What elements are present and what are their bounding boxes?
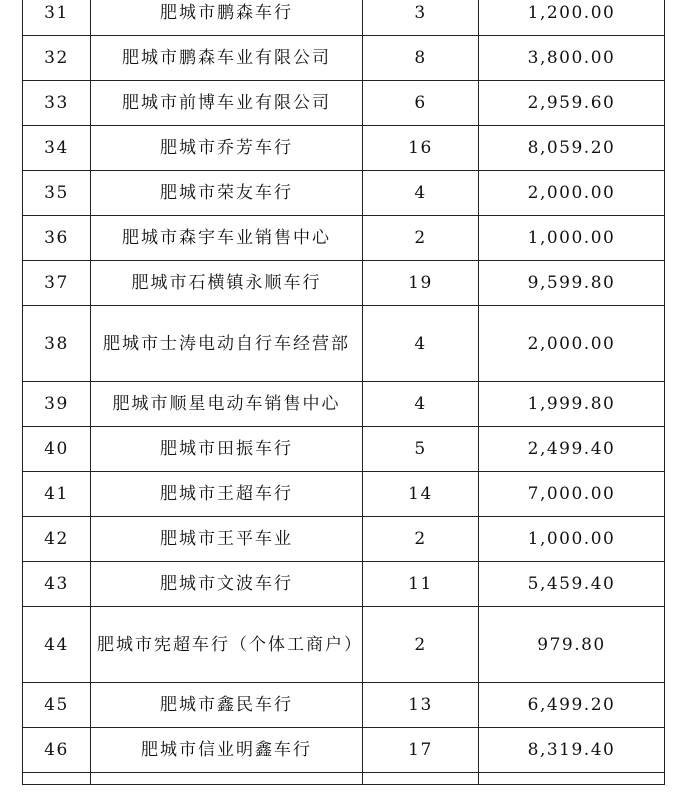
table-row <box>23 427 665 472</box>
row-index: 32 <box>23 36 91 81</box>
table-row <box>23 216 665 261</box>
row-index <box>23 773 91 785</box>
amount: 2,000.00 <box>479 171 665 216</box>
row-index: 42 <box>23 517 91 562</box>
dealer-name <box>91 773 363 785</box>
table-row <box>23 126 665 171</box>
row-index: 34 <box>23 126 91 171</box>
amount: 2,000.00 <box>479 306 665 382</box>
amount: 3,800.00 <box>479 36 665 81</box>
dealer-subsidy-table <box>22 0 665 785</box>
row-index: 43 <box>23 562 91 607</box>
amount: 7,000.00 <box>479 472 665 517</box>
quantity: 2 <box>363 216 479 261</box>
row-index: 31 <box>23 0 91 36</box>
table-row <box>23 728 665 773</box>
dealer-name: 肥城市田振车行 <box>91 427 363 472</box>
row-index: 37 <box>23 261 91 306</box>
amount: 1,200.00 <box>479 0 665 36</box>
row-index: 38 <box>23 306 91 382</box>
quantity: 17 <box>363 728 479 773</box>
dealer-name: 肥城市王超车行 <box>91 472 363 517</box>
quantity: 13 <box>363 683 479 728</box>
dealer-name: 肥城市鹏森车行 <box>91 0 363 36</box>
dealer-name: 肥城市顺星电动车销售中心 <box>91 382 363 427</box>
table-row <box>23 0 665 36</box>
table-row-partial <box>23 773 665 785</box>
amount: 9,599.80 <box>479 261 665 306</box>
table-row <box>23 562 665 607</box>
amount: 2,959.60 <box>479 81 665 126</box>
row-index: 39 <box>23 382 91 427</box>
row-index: 35 <box>23 171 91 216</box>
table-body <box>23 0 665 785</box>
table-row <box>23 683 665 728</box>
table-row <box>23 171 665 216</box>
amount: 1,999.80 <box>479 382 665 427</box>
dealer-name: 肥城市鹏森车业有限公司 <box>91 36 363 81</box>
dealer-name: 肥城市宪超车行（个体工商户） <box>91 607 363 683</box>
dealer-name: 肥城市文波车行 <box>91 562 363 607</box>
amount: 8,059.20 <box>479 126 665 171</box>
dealer-name: 肥城市王平车业 <box>91 517 363 562</box>
quantity: 5 <box>363 427 479 472</box>
quantity: 6 <box>363 81 479 126</box>
amount: 6,499.20 <box>479 683 665 728</box>
dealer-name: 肥城市士涛电动自行车经营部 <box>91 306 363 382</box>
table-row <box>23 607 665 683</box>
quantity: 11 <box>363 562 479 607</box>
quantity: 2 <box>363 607 479 683</box>
dealer-name: 肥城市乔芳车行 <box>91 126 363 171</box>
row-index: 36 <box>23 216 91 261</box>
row-index: 45 <box>23 683 91 728</box>
quantity <box>363 773 479 785</box>
quantity: 14 <box>363 472 479 517</box>
amount: 5,459.40 <box>479 562 665 607</box>
table-row <box>23 382 665 427</box>
row-index: 44 <box>23 607 91 683</box>
quantity: 4 <box>363 171 479 216</box>
row-index: 40 <box>23 427 91 472</box>
quantity: 16 <box>363 126 479 171</box>
dealer-name: 肥城市荣友车行 <box>91 171 363 216</box>
quantity: 19 <box>363 261 479 306</box>
amount: 1,000.00 <box>479 216 665 261</box>
dealer-name: 肥城市鑫民车行 <box>91 683 363 728</box>
amount: 2,499.40 <box>479 427 665 472</box>
row-index: 41 <box>23 472 91 517</box>
dealer-subsidy-table-container <box>22 0 664 785</box>
dealer-name: 肥城市森宇车业销售中心 <box>91 216 363 261</box>
dealer-name: 肥城市石横镇永顺车行 <box>91 261 363 306</box>
quantity: 3 <box>363 0 479 36</box>
table-row <box>23 81 665 126</box>
dealer-name: 肥城市信业明鑫车行 <box>91 728 363 773</box>
quantity: 8 <box>363 36 479 81</box>
amount: 8,319.40 <box>479 728 665 773</box>
row-index: 33 <box>23 81 91 126</box>
amount: 1,000.00 <box>479 517 665 562</box>
table-row <box>23 36 665 81</box>
quantity: 4 <box>363 382 479 427</box>
amount: 979.80 <box>479 607 665 683</box>
dealer-name: 肥城市前博车业有限公司 <box>91 81 363 126</box>
table-row <box>23 306 665 382</box>
amount <box>479 773 665 785</box>
table-row <box>23 517 665 562</box>
row-index: 46 <box>23 728 91 773</box>
quantity: 4 <box>363 306 479 382</box>
quantity: 2 <box>363 517 479 562</box>
table-row <box>23 261 665 306</box>
table-row <box>23 472 665 517</box>
